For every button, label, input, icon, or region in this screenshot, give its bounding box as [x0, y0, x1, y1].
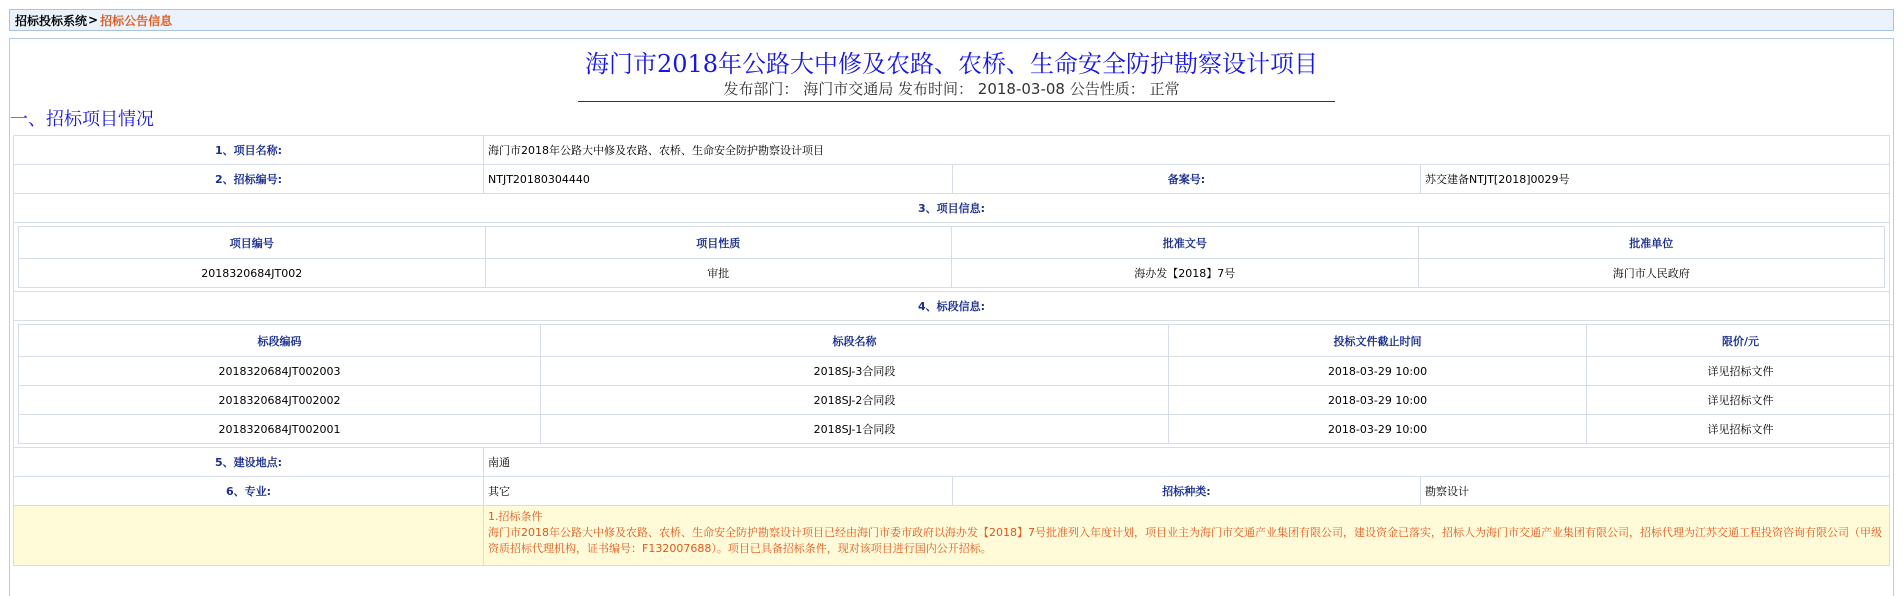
- table-cell: 详见招标文件: [1587, 357, 1895, 386]
- table-cell: 2018-03-29 10:00: [1169, 357, 1587, 386]
- bid-code-label: 2、招标编号:: [14, 165, 484, 194]
- notice-panel: [9, 38, 1894, 596]
- publish-info: [10, 78, 1893, 99]
- section-heading: 一、招标项目情况: [10, 109, 154, 130]
- table-row: [14, 223, 1890, 292]
- table-cell: 2018320684JT002003: [19, 357, 541, 386]
- table-header-row: [19, 325, 1895, 357]
- table-cell: 2018SJ-3合同段: [541, 357, 1169, 386]
- column-header: 标段名称: [541, 325, 1169, 357]
- major-value: 其它: [484, 477, 953, 506]
- conditions-text: 海门市2018年公路大中修及农路、农桥、生命安全防护勘察设计项目已经由海门市委市政府以海办发【2018】7号批准列入年度计划，项目业主为海门市交通产业集团有限公司，建设资金已落实，招标人为海门市交通产业集团有限公司，招标代理为江苏交通工程投资咨询有限公司（甲级资质招标代理机构，证书编号：F132007688）。项目已具备招标条件，现对该项目进行国内公开招标。: [488, 526, 1882, 555]
- table-cell: 海办发【2018】7号: [952, 259, 1419, 288]
- conditions-label-cell: [14, 506, 484, 566]
- section-info-table: [18, 324, 1894, 444]
- breadcrumb-separator: >: [88, 13, 99, 27]
- table-cell: 2018-03-29 10:00: [1169, 415, 1587, 444]
- bid-type-value: 勘察设计: [1421, 477, 1890, 506]
- table-row: [14, 292, 1890, 321]
- table-row: [19, 259, 1885, 288]
- title-underline: [578, 101, 1335, 102]
- location-label: 5、建设地点:: [14, 448, 484, 477]
- page-title: 海门市2018年公路大中修及农路、农桥、生命安全防护勘察设计项目: [584, 50, 1319, 78]
- table-row: [14, 165, 1890, 194]
- column-header: 投标文件截止时间: [1169, 325, 1587, 357]
- table-row: [19, 357, 1895, 386]
- table-cell: 详见招标文件: [1587, 386, 1895, 415]
- bid-type-label: 招标种类:: [953, 477, 1421, 506]
- table-cell: 审批: [485, 259, 952, 288]
- column-header: 项目编号: [19, 227, 486, 259]
- breadcrumb-root-link[interactable]: 招标投标系统: [15, 13, 88, 28]
- nature: 正常: [1149, 80, 1180, 98]
- section-info-cell: [14, 321, 1890, 448]
- table-row: [14, 194, 1890, 223]
- table-cell: 详见招标文件: [1587, 415, 1895, 444]
- conditions-row: [14, 506, 1890, 566]
- project-info-label: 3、项目信息:: [14, 194, 1890, 223]
- project-name-value: 海门市2018年公路大中修及农路、农桥、生命安全防护勘察设计项目: [484, 136, 1890, 165]
- table-cell: 2018SJ-2合同段: [541, 386, 1169, 415]
- column-header: 批准文号: [952, 227, 1419, 259]
- publish-dept: 海门市交通局: [803, 80, 894, 98]
- column-header: 标段编码: [19, 325, 541, 357]
- table-cell: 2018-03-29 10:00: [1169, 386, 1587, 415]
- conditions-cell: [484, 506, 1890, 566]
- column-header: 批准单位: [1418, 227, 1885, 259]
- breadcrumb: [9, 9, 1894, 31]
- project-info-cell: [14, 223, 1890, 292]
- table-cell: 2018320684JT002002: [19, 386, 541, 415]
- publish-dept-label: 发布部门：: [723, 80, 799, 98]
- publish-time-label: 发布时间：: [898, 80, 974, 98]
- table-row: [14, 136, 1890, 165]
- record-no-value: 苏交建备NTJT[2018]0029号: [1421, 165, 1890, 194]
- table-cell: 海门市人民政府: [1418, 259, 1885, 288]
- record-no-label: 备案号:: [953, 165, 1421, 194]
- table-cell: 2018320684JT002: [19, 259, 486, 288]
- table-row: [14, 448, 1890, 477]
- table-row: [19, 415, 1895, 444]
- major-label: 6、专业:: [14, 477, 484, 506]
- column-header: 限价/元: [1587, 325, 1895, 357]
- project-name-label: 1、项目名称:: [14, 136, 484, 165]
- conditions-heading: 1.招标条件: [488, 510, 543, 523]
- project-info-table: [18, 226, 1885, 288]
- table-header-row: [19, 227, 1885, 259]
- table-cell: 2018320684JT002001: [19, 415, 541, 444]
- table-row: [14, 321, 1890, 448]
- publish-time: 2018-03-08: [977, 80, 1065, 98]
- table-row: [14, 477, 1890, 506]
- column-header: 项目性质: [485, 227, 952, 259]
- nature-label: 公告性质：: [1069, 80, 1145, 98]
- project-table: [13, 135, 1890, 566]
- table-row: [19, 386, 1895, 415]
- breadcrumb-current: 招标公告信息: [100, 13, 173, 28]
- section-info-label: 4、标段信息:: [14, 292, 1890, 321]
- location-value: 南通: [484, 448, 1890, 477]
- table-cell: 2018SJ-1合同段: [541, 415, 1169, 444]
- bid-code-value: NTJT20180304440: [484, 165, 953, 194]
